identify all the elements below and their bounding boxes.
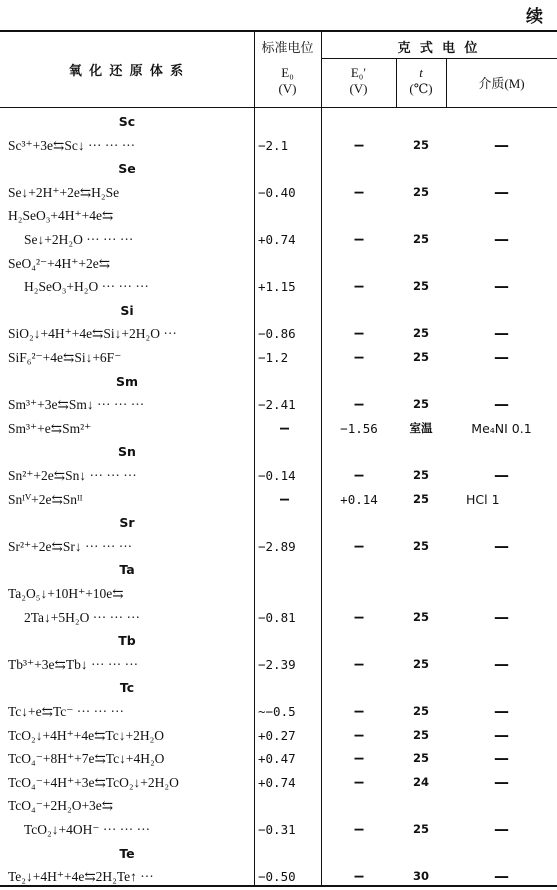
element-heading-row [0,629,557,653]
temperature: 25 [412,326,429,341]
formal-potential: — [354,324,364,343]
reaction-equation: Se↓+2H⁺+2e⇆H₂Se [8,184,120,200]
standard-potential: −0.86 [258,326,296,342]
reaction-equation: Snᴵⱽ+2e⇆Snᴵᴵ [8,491,83,507]
formal-potential: — [354,702,364,720]
standard-potential: −2.39 [258,656,296,672]
temperature: 25 [412,468,429,482]
table-row [0,794,557,818]
element-heading-row [0,299,557,323]
standard-potential: −0.50 [258,869,296,885]
medium: — [494,230,509,248]
temperature [396,582,446,606]
element-heading: Tc [119,680,135,696]
formal-potential [322,794,396,818]
continued-mark: 续 [526,7,543,26]
standard-potential: −0.81 [258,609,296,625]
table-row [0,228,557,252]
medium: HCl 1 [466,491,500,507]
table-row [0,204,557,228]
temperature: 25 [412,279,429,294]
reaction-equation: SiF₆²⁻+4e⇆Si↓+6F⁻ [8,350,122,365]
formal-potential: — [354,135,364,154]
header-e0p: E₀′ [350,65,367,80]
formal-potential: — [354,466,364,484]
header-e0-unit: (V) [278,81,297,96]
element-heading-row [0,558,557,582]
table-row [0,134,557,158]
temperature: 25 [412,538,429,553]
temperature: 25 [412,727,429,742]
standard-potential: −2.89 [258,538,296,554]
formal-potential: — [354,536,364,555]
reaction-equation: H₂SeO₃+H₂O ··· ··· ··· [24,279,149,295]
reaction-equation: Tc↓+e⇆Tc⁻ ··· ··· ··· [8,704,124,719]
table-row [0,724,557,748]
reaction-equation: Sm³⁺+e⇆Sm²⁺ [8,420,92,436]
table-row [0,865,557,889]
formal-header-rule [321,58,557,59]
temperature: 25 [412,656,429,671]
formal-potential: — [354,725,364,744]
standard-potential: −0.31 [258,822,296,837]
element-heading: Si [120,302,134,318]
element-heading-row [0,676,557,700]
table-row [0,252,557,276]
element-heading-row [0,511,557,535]
formal-potential: — [354,772,364,791]
standard-potential: +1.15 [258,279,296,295]
medium: — [494,654,509,673]
formal-potential [322,252,396,276]
table-row [0,346,557,370]
temperature: 25 [412,609,429,624]
formal-potential: −1.56 [340,420,378,436]
temperature: 30 [412,869,429,884]
element-heading-row [0,440,557,464]
table-row [0,181,557,205]
standard-potential: +0.47 [258,751,296,767]
formal-potential: — [354,749,364,768]
reaction-equation: H₂SeO₃+4H⁺+4e⇆ [8,208,114,224]
element-heading-row [0,110,557,134]
reaction-equation: Ta₂O₅↓+10H⁺+10e⇆ [8,586,124,601]
standard-potential: — [280,418,290,437]
reaction-equation: SeO₄²⁻+4H⁺+2e⇆ [8,255,111,271]
element-heading: Sm [115,373,139,389]
medium: — [494,820,509,838]
medium: — [494,182,509,201]
table-row [0,582,557,606]
table-row [0,700,557,724]
standard-potential: +0.27 [258,727,296,743]
formal-potential [322,204,396,228]
standard-potential: −0.14 [258,468,296,483]
temperature: 25 [412,397,429,412]
temperature: 25 [412,350,429,364]
element-heading: Ta [119,562,135,578]
table-row [0,417,557,441]
element-heading-row [0,157,557,181]
reaction-equation: Se↓+2H₂O ··· ··· ··· [24,232,134,247]
table-row [0,653,557,677]
temperature: 25 [412,232,429,246]
element-heading: Sc [118,114,136,129]
medium [446,252,557,276]
temperature: 室温 [409,420,433,435]
header-rule [0,107,557,108]
header-t: t [419,65,423,80]
header-e0: E₀ [281,65,294,80]
formal-potential [322,582,396,606]
temperature [396,204,446,228]
medium: — [494,324,509,343]
medium: — [494,395,509,414]
reaction-equation: 2Ta↓+5H₂O ··· ··· ··· [24,609,140,625]
table-row [0,606,557,630]
table-row [0,771,557,795]
temperature [396,252,446,276]
medium: — [494,536,509,555]
formal-potential: — [354,820,364,838]
formal-potential: — [354,395,364,414]
temperature: 25 [412,491,429,506]
temperature: 25 [412,137,429,152]
medium: — [494,749,509,768]
standard-potential: −2.41 [258,397,296,413]
table-row [0,275,557,299]
medium: — [494,725,509,744]
medium: — [494,135,509,154]
standard-potential: ~−0.5 [258,704,296,719]
header-system: 氧 化 还 原 体 系 [68,63,186,78]
temperature: 25 [412,184,429,199]
header-standard: 标准电位 [261,40,314,55]
reaction-equation: Te₂↓+4H⁺+4e⇆2H₂Te↑ ··· [8,869,154,885]
formal-potential: — [354,182,364,201]
temperature: 25 [412,822,429,836]
reaction-equation: Sn²⁺+2e⇆Sn↓ ··· ··· ··· [8,468,137,483]
formal-potential: — [354,867,364,886]
table-row [0,747,557,771]
reaction-equation: Sc³⁺+3e⇆Sc↓ ··· ··· ··· [8,137,136,153]
table-row [0,393,557,417]
table-row [0,818,557,842]
header-formal: 克 式 电 位 [397,40,481,55]
element-heading: Te [119,845,135,861]
medium [446,794,557,818]
standard-potential: −0.40 [258,184,296,200]
medium: — [494,867,509,886]
element-heading: Tb [118,633,136,649]
formal-potential: — [354,348,364,366]
medium: — [494,607,509,626]
formal-potential: — [354,277,364,296]
medium: — [494,702,509,720]
reaction-equation: Sr²⁺+2e⇆Sr↓ ··· ··· ··· [8,538,133,554]
formal-potential: — [354,230,364,248]
reaction-equation: SiO₂↓+4H⁺+4e⇆Si↓+2H₂O ··· [8,326,177,342]
reaction-equation: TcO₂↓+4OH⁻ ··· ··· ··· [24,822,151,837]
standard-potential: +0.74 [258,232,296,247]
element-heading: Sn [118,444,136,460]
medium: — [494,466,509,484]
reaction-equation: TcO₄⁻+4H⁺+3e⇆TcO₂↓+2H₂O [8,774,179,790]
standard-potential: +0.74 [258,774,296,790]
reaction-equation: Sm³⁺+3e⇆Sm↓ ··· ··· ··· [8,397,145,413]
header-medium: 介质(M) [478,76,525,91]
medium: — [494,772,509,791]
header-t-unit: (℃) [409,81,433,96]
table-row [0,464,557,488]
medium: — [494,348,509,366]
formal-potential: +0.14 [340,491,378,507]
medium [446,582,557,606]
medium: Me₄NI 0.1 [471,420,532,436]
reaction-equation: TcO₂↓+4H⁺+4e⇆Tc↓+2H₂O [8,727,165,743]
temperature: 24 [412,774,429,789]
element-heading: Se [118,161,136,177]
standard-potential: −1.2 [258,350,289,365]
element-heading: Sr [119,515,135,531]
medium: — [494,277,509,296]
reaction-equation: Tb³⁺+3e⇆Tb↓ ··· ··· ··· [8,656,139,672]
temperature: 25 [412,704,429,718]
formal-potential: — [354,654,364,673]
temperature [396,794,446,818]
temperature: 25 [412,751,429,766]
formal-potential: — [354,607,364,626]
reaction-equation: TcO₄⁻+2H₂O+3e⇆ [8,798,114,814]
standard-potential: — [280,489,290,508]
table-row [0,322,557,346]
element-heading-row [0,370,557,394]
medium [446,204,557,228]
element-heading-row [0,842,557,866]
top-rule [0,30,557,32]
table-row [0,535,557,559]
reaction-equation: TcO₄⁻+8H⁺+7e⇆Tc↓+4H₂O [8,751,165,767]
standard-potential: −2.1 [258,137,289,153]
table-row [0,488,557,512]
header-e0p-unit: (V) [349,81,368,96]
